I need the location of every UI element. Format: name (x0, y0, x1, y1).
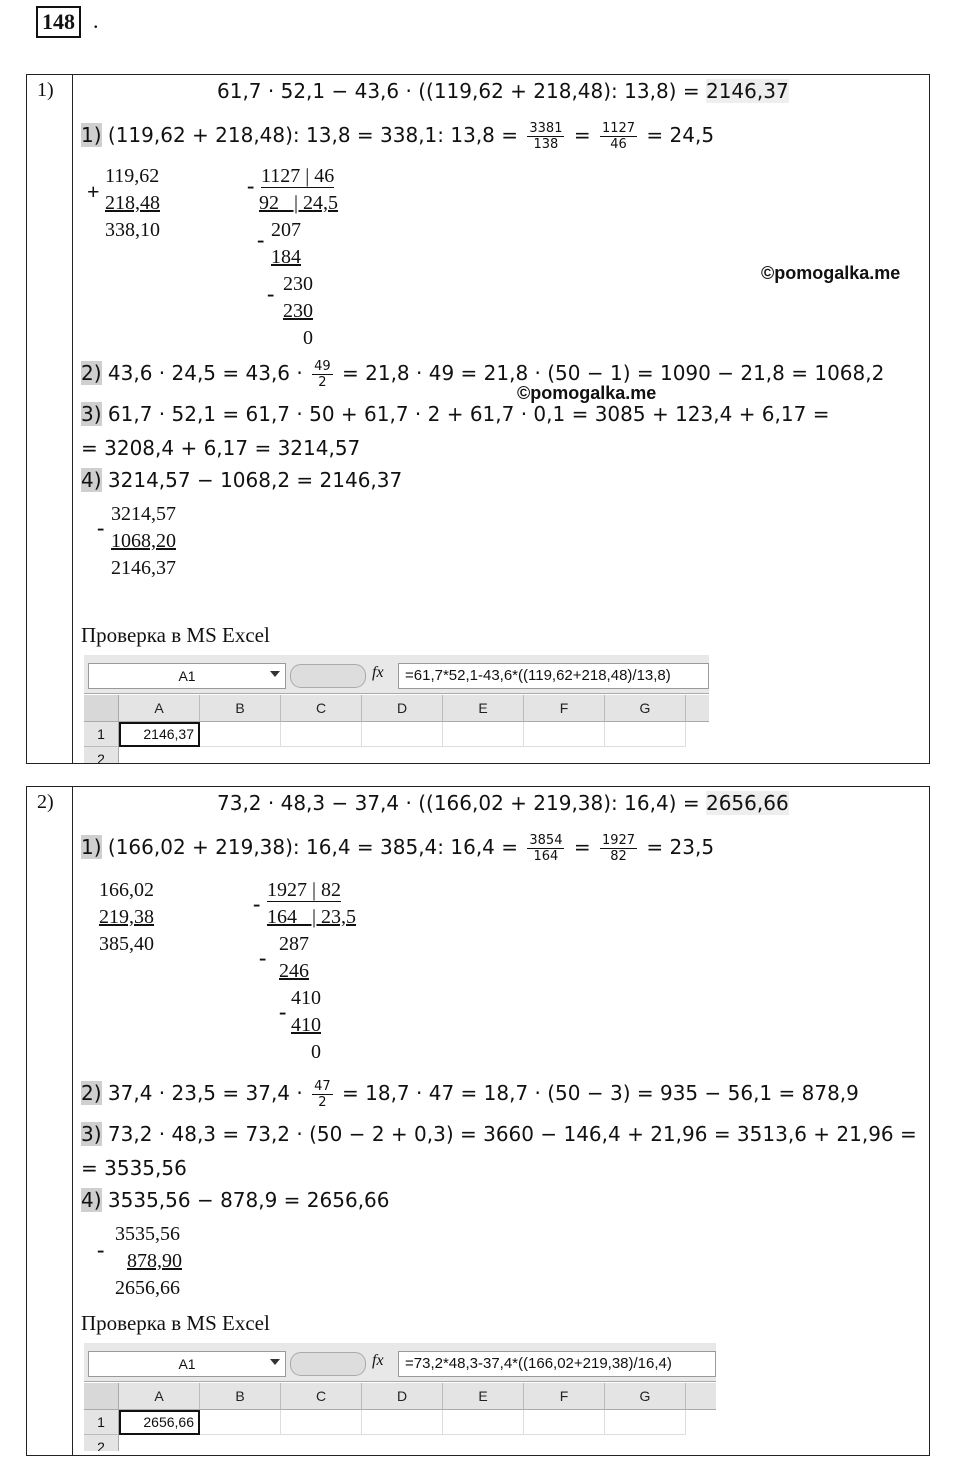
excel-column-header[interactable]: C (281, 1383, 362, 1410)
excel-scroll-handle[interactable] (290, 664, 366, 688)
task-2-equation-lhs: 73,2 · 48,3 − 37,4 · ((166,02 + 219,38): 16,4) = (217, 791, 706, 815)
excel-select-all[interactable] (84, 1383, 119, 1410)
excel-name-box[interactable]: A1 (88, 663, 286, 689)
excel-row-header[interactable]: 1 (84, 1410, 119, 1435)
task-1-subtraction-column: 3214,57 1068,20 2146,37 (111, 503, 176, 579)
excel-cell[interactable] (443, 1410, 524, 1435)
fraction: $\frac{49}{2}$ (314, 359, 331, 390)
excel-column-header[interactable]: B (200, 695, 281, 722)
task-1-long-division: 1127 | 46 92 | 24,5 207 184 230 230 0 (259, 165, 339, 349)
step-text: (119,62 + 218,48): 13,8 = 338,1: 13,8 = (101, 123, 525, 147)
excel-name-box[interactable]: A1 (88, 1351, 286, 1377)
fraction: $\frac{1927}{82}$ (601, 833, 636, 864)
excel-column-header[interactable]: G (605, 1383, 686, 1410)
excel-formula-bar (84, 1343, 716, 1382)
task-1-equation-result: 2146,37 (705, 79, 789, 103)
excel-cell[interactable] (524, 1410, 605, 1435)
excel-select-all[interactable] (84, 695, 119, 722)
addition-sign: + (87, 179, 100, 204)
chevron-down-icon[interactable] (270, 671, 280, 677)
task-2-step-1: 1) (166,02 + 219,38): 16,4 = 385,4: 16,4 = $\frac{3854}{164}$ = $\frac{1927}{82}$ = 23,5 (81, 833, 715, 864)
task-1-step-1: 1) (119,62 + 218,48): 13,8 = 338,1: 13,8 = $\frac{3381}{138}$ = $\frac{1127}{46}$ = 24,5 (81, 121, 715, 152)
watermark: ©pomogalka.me (517, 383, 657, 403)
excel-cell-a1[interactable]: 2146,37 (119, 722, 200, 747)
excel-cell[interactable] (281, 1410, 362, 1435)
fx-icon[interactable]: fx (372, 664, 384, 681)
excel-column-header[interactable]: E (443, 695, 524, 722)
excel-cell[interactable] (443, 722, 524, 747)
excel-column-header (686, 695, 709, 722)
subtraction-sign: - (253, 891, 261, 916)
fraction: $\frac{1127}{46}$ (601, 121, 636, 152)
excel-formula-input[interactable]: =61,7*52,1-43,6*((119,62+218,48)/13,8) (398, 663, 709, 689)
subtraction-sign: - (259, 945, 267, 970)
excel-cell[interactable] (200, 1410, 281, 1435)
task-2-long-division: 1927 | 82 164 | 23,5 287 246 410 410 0 (267, 879, 357, 1063)
watermark: ©pomogalka.me (761, 263, 901, 283)
task-2-addition-column: 166,02 219,38 385,40 (99, 879, 154, 955)
step-number: 1) (81, 835, 102, 859)
task-2-step-2: 2) 37,4 · 23,5 = 37,4 · $\frac{47}{2}$ = 18,7 · 47 = 18,7 · (50 − 3) = 935 − 56,1 = 878,9 (81, 1079, 859, 1110)
task-1-addition-column: 119,62 218,48 338,10 (105, 165, 160, 241)
task-1-column-separator (72, 75, 73, 763)
task-1-step-2: 2) 43,6 · 24,5 = 43,6 · $\frac{49}{2}$ = 21,8 · 49 = 21,8 · (50 − 1) = 1090 − 21,8 = 1068,2 (81, 359, 885, 390)
problem-number: 148 (36, 6, 81, 38)
excel-column-header (686, 1383, 716, 1410)
task-1-step-3: 3) 61,7 · 52,1 = 61,7 · 50 + 61,7 · 2 + 61,7 · 0,1 = 3085 + 123,4 + 6,17 = = 3208,4 + 6,17 = 3214,57 (81, 402, 830, 460)
subtraction-sign: - (257, 227, 265, 252)
step-number: 3) (81, 1122, 102, 1146)
task-2-label: 2) (37, 791, 54, 813)
task-1-box (26, 74, 930, 764)
task-1-equation (217, 79, 789, 103)
step-number: 1) (81, 123, 102, 147)
excel-cell[interactable] (362, 722, 443, 747)
excel-cell[interactable] (605, 722, 686, 747)
excel-row-header[interactable]: 2 (84, 1435, 119, 1451)
task-2-equation-result: 2656,66 (705, 791, 789, 815)
task-2-equation (217, 791, 789, 815)
task-2-excel-screenshot (84, 1343, 716, 1451)
subtraction-sign: - (247, 173, 255, 198)
excel-cell[interactable] (281, 722, 362, 747)
excel-cell[interactable] (362, 1410, 443, 1435)
task-1-excel-screenshot (84, 655, 709, 763)
excel-column-header[interactable]: A (119, 695, 200, 722)
excel-column-header[interactable]: B (200, 1383, 281, 1410)
excel-cell[interactable] (200, 722, 281, 747)
step-number: 2) (81, 361, 102, 385)
excel-column-header[interactable]: G (605, 695, 686, 722)
step-number: 2) (81, 1081, 102, 1105)
excel-cell[interactable] (524, 722, 605, 747)
excel-column-header[interactable]: F (524, 1383, 605, 1410)
fraction: $\frac{47}{2}$ (314, 1079, 331, 1110)
excel-column-header[interactable]: D (362, 695, 443, 722)
excel-formula-input[interactable]: =73,2*48,3-37,4*((166,02+219,38)/16,4) (398, 1351, 716, 1377)
task-2-subtraction-column: 3535,56 878,90 2656,66 (115, 1223, 182, 1299)
excel-formula-bar (84, 655, 709, 694)
task-2-step-3: 3) 73,2 · 48,3 = 73,2 · (50 − 2 + 0,3) = 3660 − 146,4 + 21,96 = 3513,6 + 21,96 = = 3535,56 (81, 1122, 917, 1180)
subtraction-sign: - (279, 999, 287, 1024)
task-1-equation-lhs: 61,7 · 52,1 − 43,6 · ((119,62 + 218,48): 13,8) = (217, 79, 706, 103)
excel-cell[interactable] (605, 1410, 686, 1435)
fx-icon[interactable]: fx (372, 1352, 384, 1369)
fraction: $\frac{3854}{164}$ (529, 833, 563, 864)
task-1-label: 1) (37, 79, 54, 101)
step-number: 4) (81, 1188, 102, 1212)
subtraction-sign: - (97, 1237, 105, 1262)
excel-column-header[interactable]: E (443, 1383, 524, 1410)
task-1-step-4: 4) 3214,57 − 1068,2 = 2146,37 (81, 468, 403, 492)
excel-row-header[interactable]: 1 (84, 722, 119, 747)
step-number: 3) (81, 402, 102, 426)
excel-scroll-handle[interactable] (290, 1352, 366, 1376)
chevron-down-icon[interactable] (270, 1359, 280, 1365)
step-number: 4) (81, 468, 102, 492)
task-2-step-4: 4) 3535,56 − 878,9 = 2656,66 (81, 1188, 390, 1212)
task-2-box (26, 786, 930, 1456)
excel-column-header[interactable]: C (281, 695, 362, 722)
excel-row-header[interactable]: 2 (84, 747, 119, 763)
excel-column-header[interactable]: D (362, 1383, 443, 1410)
task-1-check-label: Проверка в MS Excel (81, 623, 270, 647)
task-2-check-label: Проверка в MS Excel (81, 1311, 270, 1335)
fraction: $\frac{3381}{138}$ (529, 121, 563, 152)
excel-cell-a1[interactable]: 2656,66 (119, 1410, 200, 1435)
subtraction-sign: - (97, 515, 105, 540)
subtraction-sign: - (267, 281, 275, 306)
excel-column-header[interactable]: A (119, 1383, 200, 1410)
excel-column-header[interactable]: F (524, 695, 605, 722)
task-2-column-separator (72, 787, 73, 1455)
problem-number-dot: . (93, 8, 99, 33)
